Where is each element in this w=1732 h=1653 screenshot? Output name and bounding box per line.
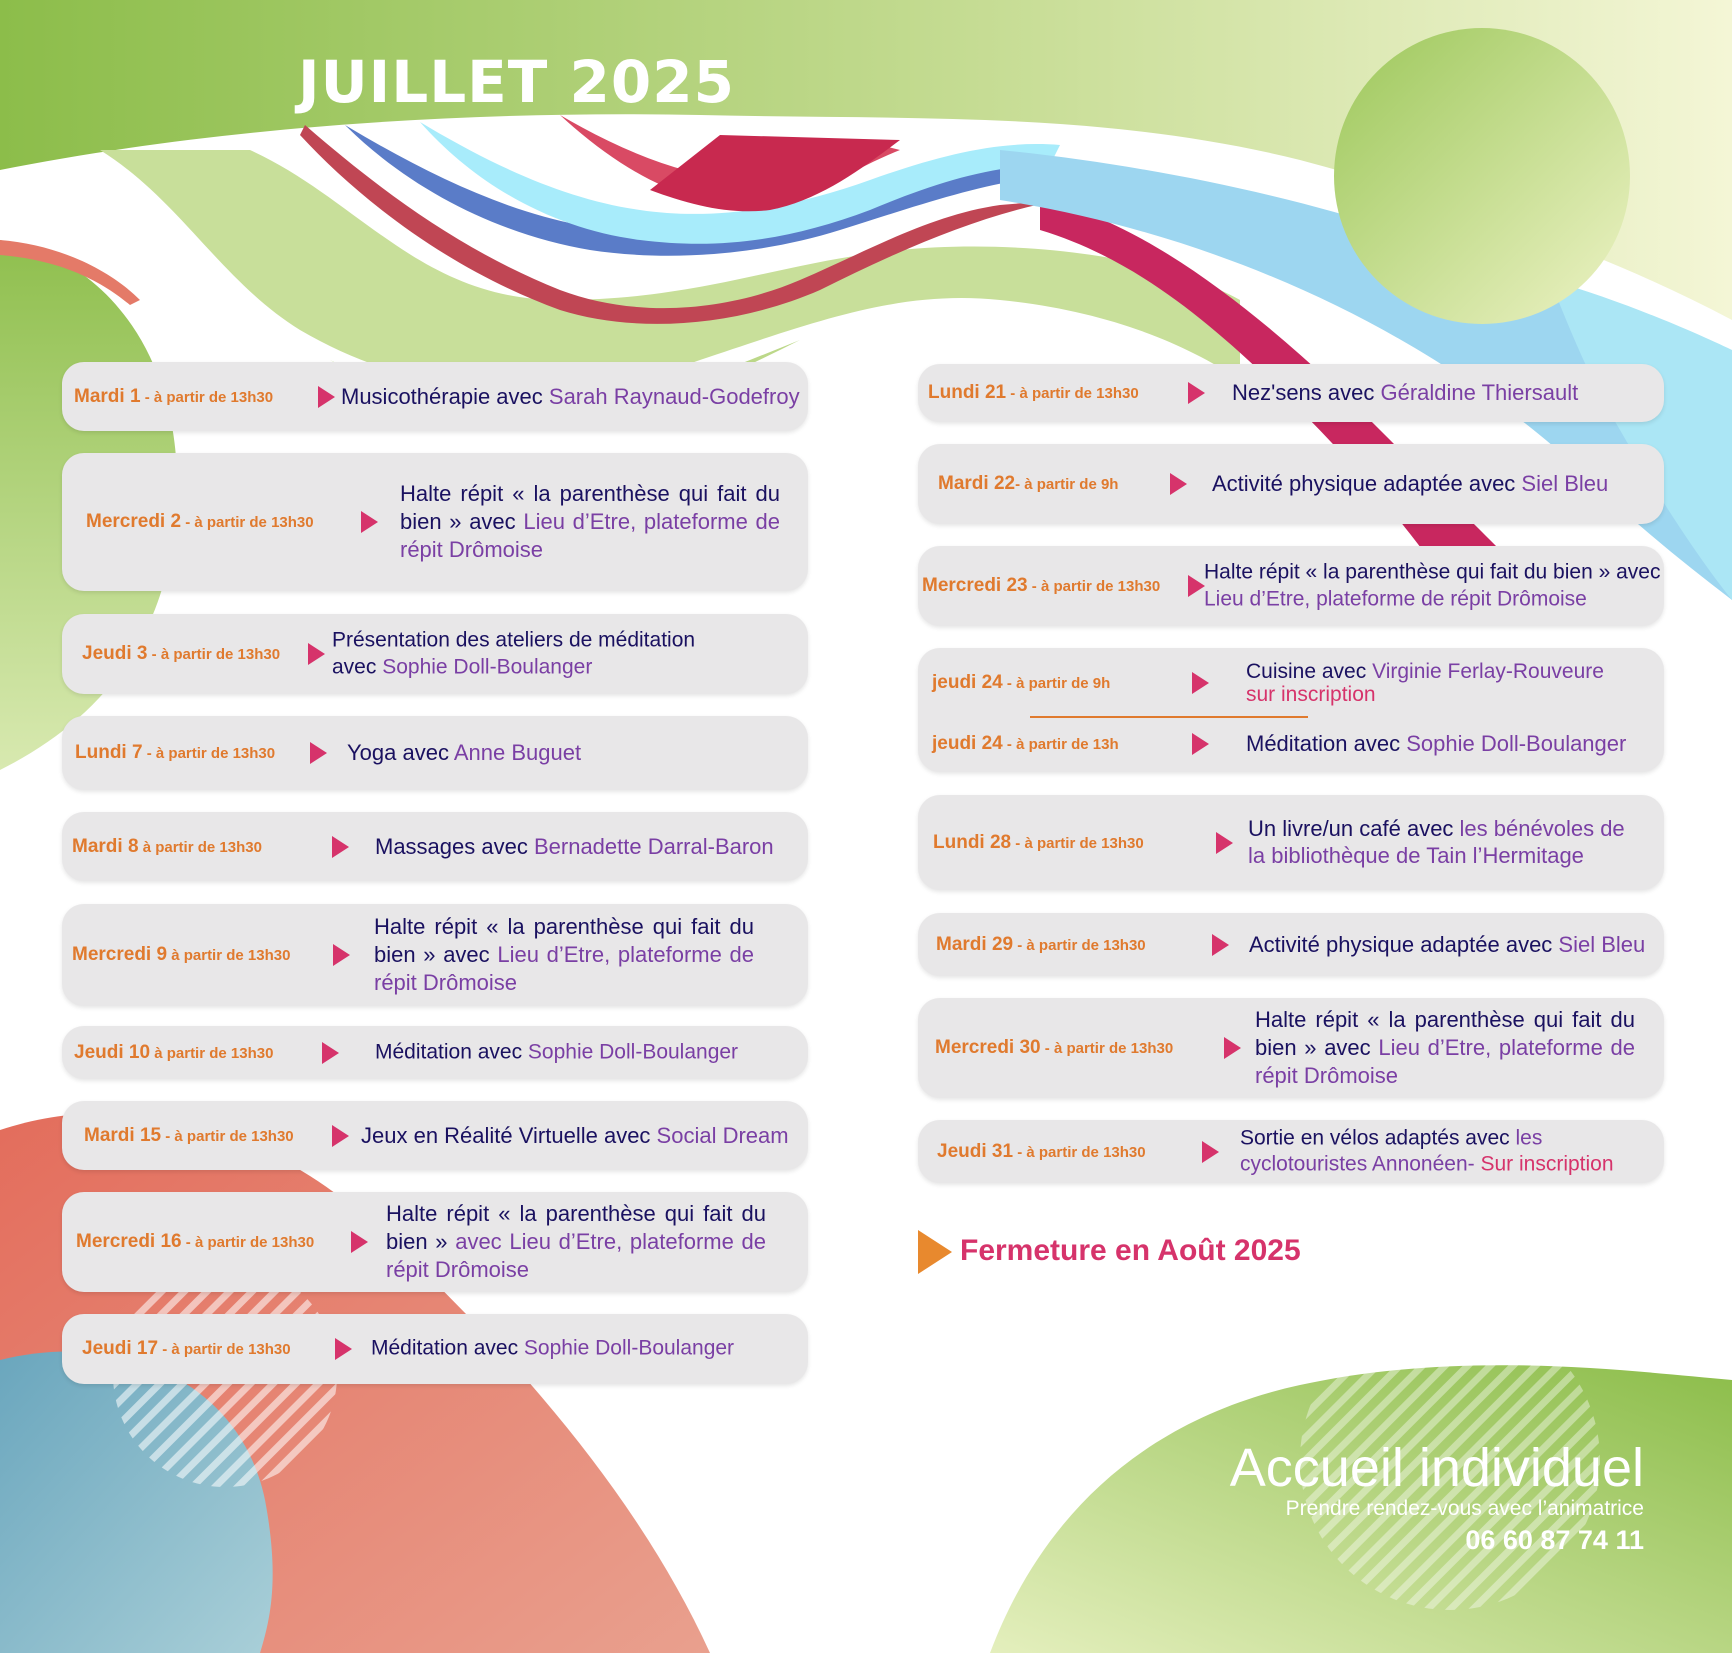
event-activity: Jeux en Réalité Virtuelle avec Social Dream <box>361 1122 789 1148</box>
bullet-arrow-icon <box>351 1231 368 1253</box>
event-date: Mercredi 23 - à partir de 13h30 <box>922 575 1161 596</box>
bullet-arrow-icon <box>1224 1037 1241 1059</box>
bullet-arrow-icon <box>1192 733 1209 755</box>
bullet-arrow-icon <box>310 742 327 764</box>
event-card-15 <box>918 795 1664 890</box>
event-activity: Musicothérapie avec Sarah Raynaud-Godefroy <box>341 383 800 409</box>
bullet-arrow-icon <box>318 386 335 408</box>
event-date: jeudi 24 - à partir de 13h <box>932 733 1119 754</box>
event-card-3 <box>62 614 808 694</box>
event-card-6 <box>62 904 808 1006</box>
event-activity: Halte répit « la parenthèse qui fait du bien » avec Lieu d’Etre, plateforme de répit Drômoise <box>1204 560 1661 610</box>
event-card-17 <box>918 998 1664 1098</box>
triangle-icon <box>918 1230 952 1274</box>
event-date: Jeudi 31 - à partir de 13h30 <box>937 1140 1146 1162</box>
event-activity: Halte répit « la parenthèse qui fait du bien » avec Lieu d’Etre, plateforme de répit Drômoise <box>386 1201 766 1282</box>
event-date: Jeudi 17 - à partir de 13h30 <box>82 1338 291 1359</box>
event-date: jeudi 24 - à partir de 9h <box>932 672 1111 693</box>
event-date: Mercredi 16 - à partir de 13h30 <box>76 1231 315 1252</box>
bullet-arrow-icon <box>1212 934 1229 956</box>
event-activity: Halte répit « la parenthèse qui fait du bien » avec Lieu d’Etre, plateforme de répit Drômoise <box>1255 1007 1635 1088</box>
event-date: Mercredi 9 à partir de 13h30 <box>72 944 291 965</box>
event-card-5 <box>62 812 808 881</box>
accueil-title: Accueil individuel <box>1229 1438 1644 1498</box>
event-date: Mardi 8 à partir de 13h30 <box>72 835 262 857</box>
bullet-arrow-icon <box>332 836 349 858</box>
event-card-14 <box>918 648 1664 772</box>
event-activity: Sortie en vélos adaptés avec les cyclotouristes Annonéen- Sur inscription <box>1240 1125 1614 1176</box>
bullet-arrow-icon <box>308 643 325 665</box>
bullet-arrow-icon <box>322 1042 339 1064</box>
event-date: Mercredi 30 - à partir de 13h30 <box>935 1037 1174 1058</box>
accueil-block <box>1230 1440 1644 1556</box>
event-activity: Yoga avec Anne Buguet <box>347 740 582 766</box>
event-card-8 <box>62 1101 808 1170</box>
event-activity: Massages avec Bernadette Darral-Baron <box>375 833 774 859</box>
event-sub-row <box>918 656 1664 710</box>
accueil-subtitle: Prendre rendez-vous avec l’animatrice <box>1285 1496 1644 1520</box>
event-card-13 <box>918 546 1664 626</box>
event-card-2 <box>62 453 808 591</box>
event-sub-row <box>918 717 1664 771</box>
bullet-arrow-icon <box>335 1338 352 1360</box>
event-date: Mardi 15 - à partir de 13h30 <box>84 1124 294 1146</box>
bullet-arrow-icon <box>1170 473 1187 495</box>
event-activity: Présentation des ateliers de méditation avec Sophie Doll-Boulanger <box>332 628 696 678</box>
event-date: Jeudi 3 - à partir de 13h30 <box>82 643 281 664</box>
event-card-16 <box>918 913 1664 976</box>
event-activity: Halte répit « la parenthèse qui fait du bien » avec Lieu d’Etre, plateforme de répit Drômoise <box>374 914 754 995</box>
event-activity: Méditation avec Sophie Doll-Boulanger <box>375 1040 739 1064</box>
bullet-arrow-icon <box>1188 382 1205 404</box>
event-card-1 <box>62 362 808 431</box>
event-activity: Cuisine avec Virginie Ferlay-Rouveure sur inscription <box>1246 659 1604 706</box>
event-activity: Méditation avec Sophie Doll-Boulanger <box>1246 731 1627 757</box>
event-card-11 <box>918 364 1664 422</box>
page-title: JUILLET 2025 <box>298 48 735 116</box>
event-activity: Un livre/un café avec les bénévoles de la bibliothèque de Tain l’Hermitage <box>1248 815 1625 869</box>
event-date: Mardi 1 - à partir de 13h30 <box>74 385 274 407</box>
event-activity: Halte répit « la parenthèse qui fait du bien » avec Lieu d’Etre, plateforme de répit Drômoise <box>400 481 780 562</box>
event-activity: Activité physique adaptée avec Siel Bleu <box>1249 931 1646 957</box>
event-date: Mardi 29 - à partir de 13h30 <box>936 933 1146 955</box>
closing-text: Fermeture en Août 2025 <box>960 1234 1301 1267</box>
bullet-arrow-icon <box>332 1125 349 1147</box>
event-date: Mercredi 2 - à partir de 13h30 <box>86 511 314 532</box>
event-activity: Méditation avec Sophie Doll-Boulanger <box>371 1336 735 1360</box>
event-date: Lundi 28 - à partir de 13h30 <box>933 831 1144 853</box>
bullet-arrow-icon <box>1192 672 1209 694</box>
event-date: Lundi 7 - à partir de 13h30 <box>75 742 276 763</box>
event-card-4 <box>62 716 808 790</box>
bullet-arrow-icon <box>1216 832 1233 854</box>
event-date: Lundi 21 - à partir de 13h30 <box>928 382 1139 403</box>
event-card-9 <box>62 1192 808 1292</box>
bullet-arrow-icon <box>361 511 378 533</box>
bullet-arrow-icon <box>1188 575 1205 597</box>
event-card-12 <box>918 444 1664 524</box>
phone-number: 06 60 87 74 11 <box>1465 1524 1644 1555</box>
bullet-arrow-icon <box>1202 1141 1219 1163</box>
event-activity: Nez'sens avec Géraldine Thiersault <box>1232 380 1579 406</box>
event-card-10 <box>62 1314 808 1384</box>
event-card-18 <box>918 1120 1664 1183</box>
event-date: Jeudi 10 à partir de 13h30 <box>74 1041 274 1063</box>
event-card-7 <box>62 1026 808 1079</box>
event-date: Mardi 22- à partir de 9h <box>938 473 1119 494</box>
bullet-arrow-icon <box>333 944 350 966</box>
event-activity: Activité physique adaptée avec Siel Bleu <box>1212 471 1609 497</box>
